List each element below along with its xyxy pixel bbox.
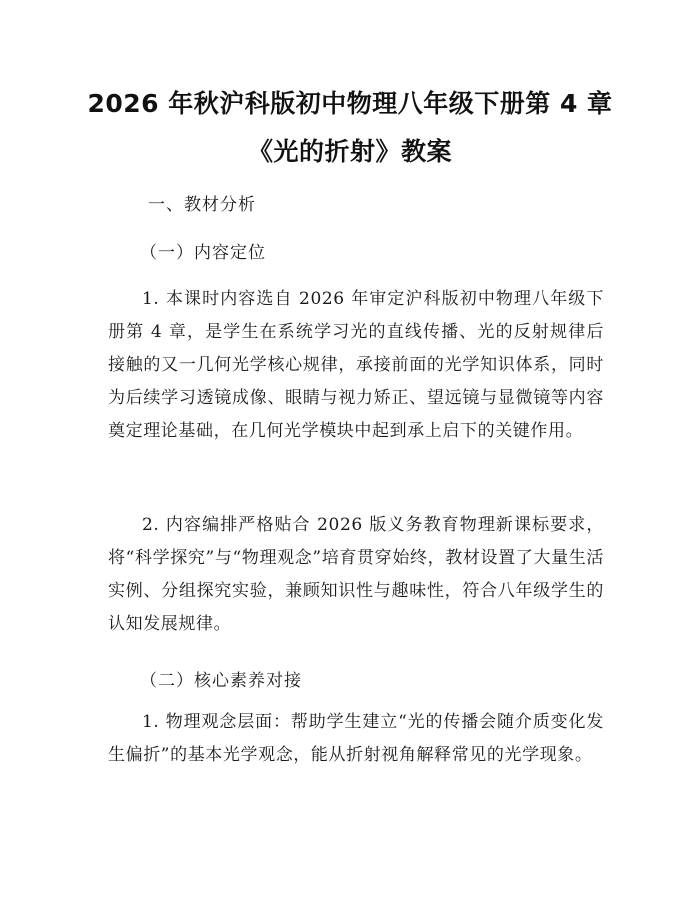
section-heading-textbook-analysis: 一、教材分析 <box>148 195 256 215</box>
paragraph-1: 1. 本课时内容选自 2026 年审定沪科版初中物理八年级下册第 4 章，是学生在系统学习光的直线传播、光的反射规律后接触的又一几何光学核心规律，承接前面的光学知识体系，同时为后续学习透镜成像、眼睛与视力矫正、望远镜与显微镜等内容奠定理论基础，在几何光学模块中起到承上启下的关键作用。 <box>108 289 604 441</box>
subsection-heading-core-literacy: （二）核心素养对接 <box>140 671 302 691</box>
paragraph-3: 1. 物理观念层面：帮助学生建立“光的传播会随介质变化发生偏折”的基本光学观念，能从折射视角解释常见的光学现象。 <box>108 712 604 765</box>
document-title-line2: 《光的折射》教案 <box>247 137 452 166</box>
paragraph-2: 2. 内容编排严格贴合 2026 版义务教育物理新课标要求，将“科学探究”与“物理观念”培育贯穿始终，教材设置了大量生活实例、分组探究实验，兼顾知识性与趣味性，符合八年级学生的认知发展规律。 <box>108 515 604 634</box>
subsection-heading-content-positioning: （一）内容定位 <box>140 243 266 263</box>
document-title-line1: 2026 年秋沪科版初中物理八年级下册第 4 章 <box>87 89 613 118</box>
